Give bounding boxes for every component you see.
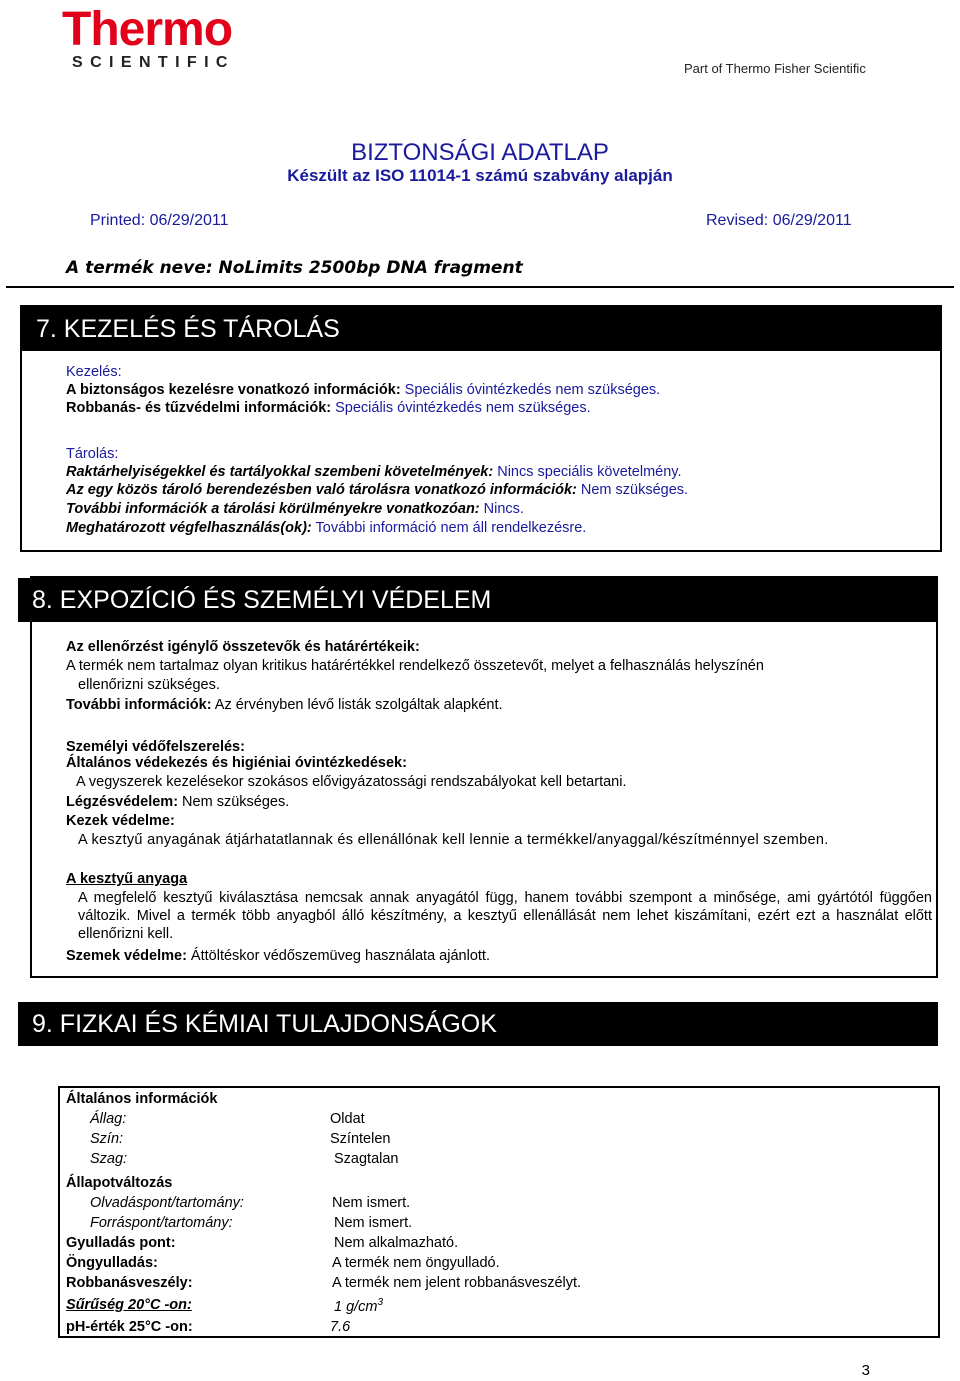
form-value: Oldat: [330, 1111, 365, 1127]
density-label: Sűrűség 20°C -on:: [66, 1296, 192, 1313]
hand-protection-label: Kezek védelme:: [66, 813, 175, 829]
fire-protection-label: Robbanás- és tűzvédelmi információk:: [66, 400, 332, 416]
common-storage-label: Az egy közös tároló berendezésben való tárolásra vonatkozó információk:: [66, 482, 577, 498]
table-row: [66, 1273, 581, 1293]
table-row: [66, 1169, 581, 1193]
end-use-value: További információ nem áll rendelkezésre.: [311, 520, 587, 536]
explosion-label: Robbanásveszély:: [66, 1275, 193, 1291]
document-subtitle: Készült az ISO 11014-1 számú szabvány alapján: [287, 166, 673, 185]
table-row: [66, 1109, 581, 1129]
form-label: Állag:: [90, 1111, 127, 1127]
table-row: [66, 1213, 581, 1233]
logo-scientific: SCIENTIFIC: [72, 54, 235, 71]
odor-value: Szagtalan: [334, 1151, 399, 1167]
respiratory-value: Nem szükséges.: [178, 794, 290, 810]
limits-text-2: ellenőrizni szükséges.: [78, 677, 220, 693]
document-title: BIZTONSÁGI ADATLAP: [351, 139, 609, 166]
safe-handling-label: A biztonságos kezelésre vonatkozó információk:: [66, 382, 401, 398]
storage-label: Tárolás:: [66, 446, 119, 462]
end-use-line: [66, 519, 586, 537]
respiratory-label: Légzésvédelem:: [66, 794, 179, 810]
storage-info-value: Nincs.: [479, 501, 524, 517]
handling-label: Kezelés:: [66, 364, 122, 380]
safe-handling-line: [66, 381, 660, 399]
melting-value: Nem ismert.: [332, 1195, 411, 1211]
limits-label: Az ellenőrzést igénylő összetevők és határértékeik:: [66, 639, 420, 655]
hand-protection-text: A kesztyű anyagának átjárhatatlannak és ellenállónak kell lennie a termékkel/anyaggal/készítménnyel szemben.: [78, 832, 829, 848]
odor-label: Szag:: [90, 1151, 128, 1167]
product-name: A termék neve: NoLimits 2500bp DNA fragment: [66, 258, 523, 278]
table-row: [66, 1193, 581, 1213]
glove-material-text: A megfelelő kesztyű kiválasztása nemcsak annak anyagától függ, hanem további szempont a minősége, ami gyártótól függően változik. Mivel a termék több anyagból álló készítmény, a kesztyű ellenállását nem lehet kiszámítani, ezért ezt a használat előtt ellenőrizni kell.: [78, 890, 932, 942]
storage-info-line: [66, 500, 524, 518]
eye-protection-value: Áttöltéskor védőszemüveg használata ajánlott.: [186, 948, 490, 964]
eye-protection-line: [66, 947, 490, 965]
hygiene-label: Általános védekezés és higiéniai óvintézkedések:: [66, 755, 407, 771]
limits-text-1: A termék nem tartalmaz olyan kritikus határértékkel rendelkező összetevőt, melyet a felhasználás helyszínén: [66, 658, 764, 674]
table-row: [66, 1129, 581, 1149]
common-storage-value: Nem szükséges.: [576, 482, 689, 498]
flash-point-value: Nem alkalmazható.: [334, 1235, 459, 1251]
fire-protection-value: Speciális óvintézkedés nem szükséges.: [331, 400, 591, 416]
storeroom-req-label: Raktárhelyiségekkel és tartályokkal szembeni követelmények:: [66, 464, 494, 480]
section-8-title: 8. EXPOZÍCIÓ ÉS SZEMÉLYI VÉDELEM: [18, 578, 938, 622]
end-use-label: Meghatározott végfelhasználás(ok):: [66, 520, 312, 536]
fire-protection-line: [66, 399, 591, 417]
table-row: [66, 1089, 581, 1109]
boiling-label: Forráspont/tartomány:: [90, 1215, 233, 1231]
boiling-value: Nem ismert.: [334, 1215, 413, 1231]
color-label: Szín:: [90, 1131, 124, 1147]
table-row: [66, 1293, 581, 1317]
table-row: [66, 1317, 581, 1337]
further-info-label: További információk:: [66, 697, 212, 713]
explosion-value: A termék nem jelent robbanásveszélyt.: [332, 1275, 582, 1291]
storeroom-req-value: Nincs speciális követelmény.: [493, 464, 682, 480]
autoignition-value: A termék nem öngyulladó.: [332, 1255, 500, 1271]
ph-value: 7.6: [330, 1318, 351, 1335]
ppe-label: Személyi védőfelszerelés:: [66, 739, 245, 755]
ph-label: pH-érték 25°C -on:: [66, 1318, 193, 1335]
table-row: [66, 1253, 581, 1273]
color-value: Színtelen: [330, 1131, 391, 1147]
properties-table: [66, 1089, 581, 1337]
density-value: 1 g/cm: [334, 1298, 378, 1315]
melting-label: Olvadáspont/tartomány:: [90, 1195, 244, 1211]
state-change-label: Állapotváltozás: [66, 1175, 173, 1191]
general-info-label: Általános információk: [66, 1091, 218, 1107]
revised-date: Revised: 06/29/2011: [706, 212, 852, 229]
printed-date: Printed: 06/29/2011: [90, 212, 229, 229]
respiratory-line: [66, 793, 289, 811]
further-info-value: Az érvényben lévő listák szolgáltak alapként.: [211, 697, 503, 713]
part-of-text: Part of Thermo Fisher Scientific: [684, 61, 866, 76]
storage-info-label: További információk a tárolási körülményekre vonatkozóan:: [66, 501, 480, 517]
hygiene-text: A vegyszerek kezelésekor szokásos elővigyázatossági rendszabályokat kell betartani.: [76, 774, 627, 790]
density-value-cell: [330, 1293, 581, 1317]
section-7-title: 7. KEZELÉS ÉS TÁROLÁS: [22, 307, 940, 351]
page-number: 3: [861, 1362, 870, 1379]
glove-material-label: A kesztyű anyaga: [66, 871, 188, 887]
flash-point-label: Gyulladás pont:: [66, 1235, 176, 1251]
storeroom-req-line: [66, 463, 682, 481]
section-9-title: 9. FIZKAI ÉS KÉMIAI TULAJDONSÁGOK: [18, 1002, 938, 1046]
safe-handling-value: Speciális óvintézkedés nem szükséges.: [400, 382, 661, 398]
table-row: [66, 1149, 581, 1169]
header-divider: [6, 286, 954, 288]
density-unit-exponent: 3: [377, 1297, 384, 1308]
table-row: [66, 1233, 581, 1253]
further-info-line: [66, 696, 503, 714]
autoignition-label: Öngyulladás:: [66, 1255, 158, 1271]
common-storage-line: [66, 481, 688, 499]
eye-protection-label: Szemek védelme:: [66, 948, 187, 964]
logo-thermo: Thermo: [62, 3, 233, 56]
